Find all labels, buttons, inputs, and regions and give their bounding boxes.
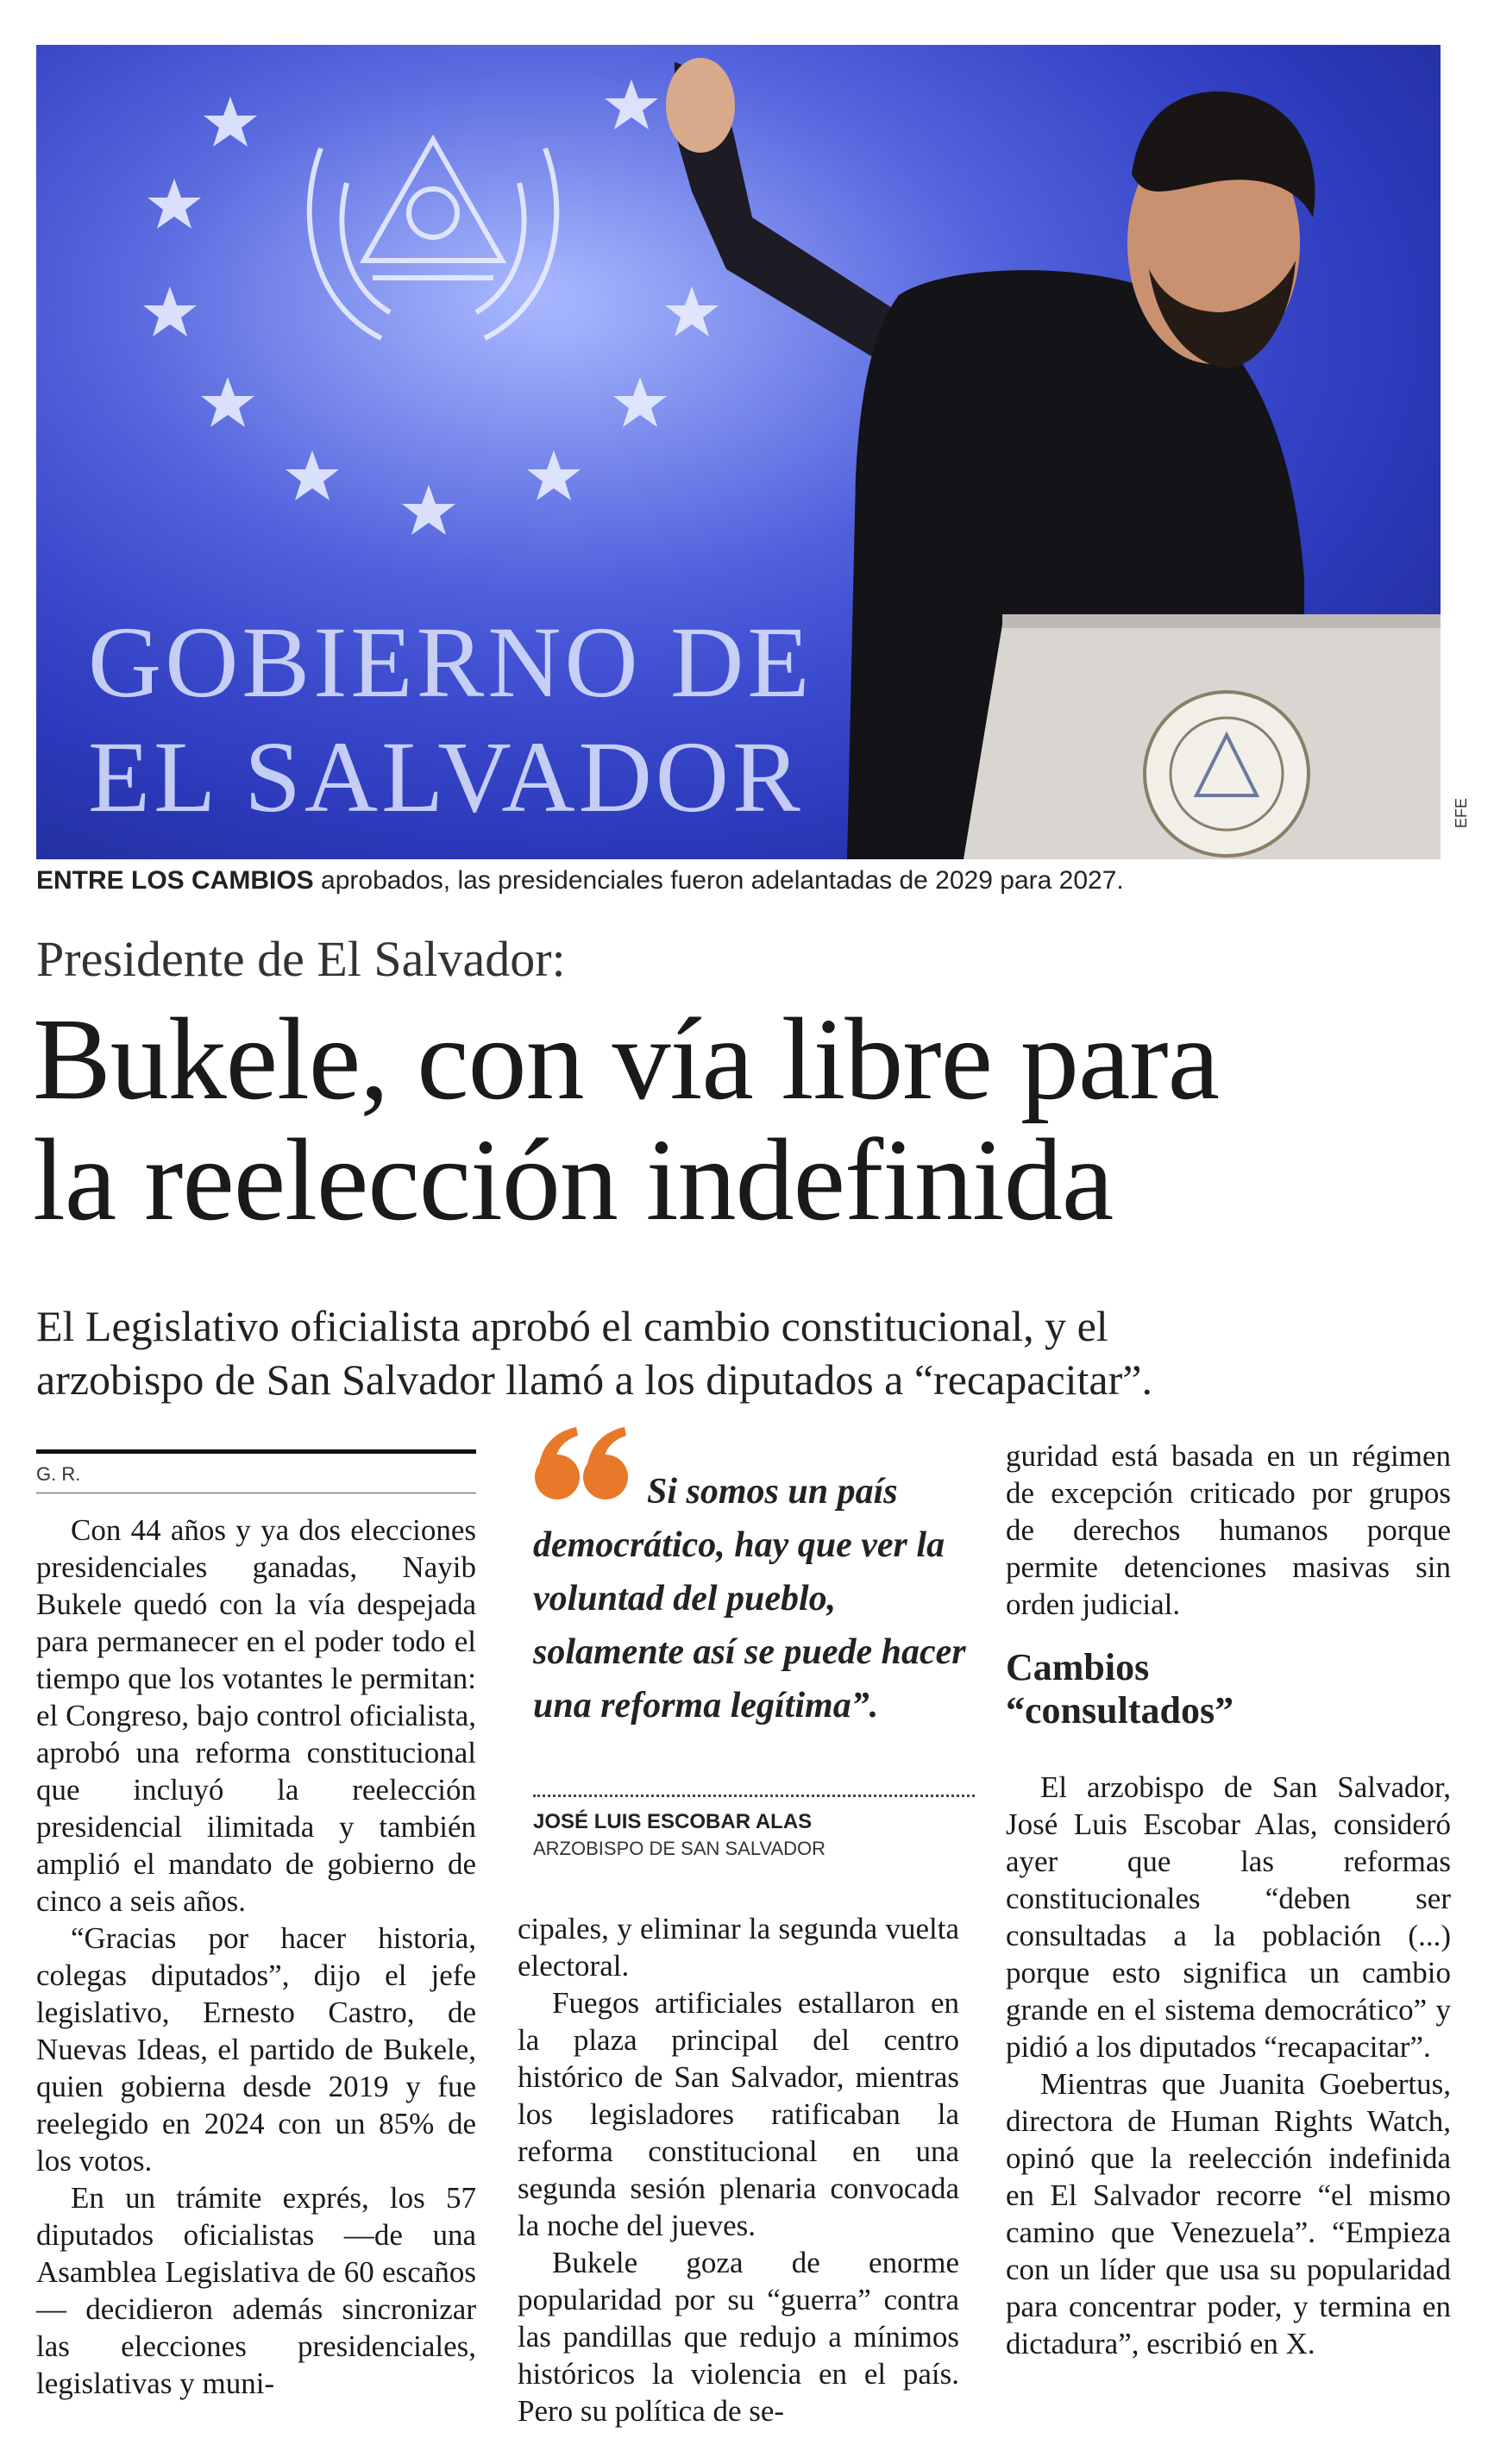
headline-line-2: la reelección indefinida (33, 1116, 1114, 1245)
sign-line-1: GOBIERNO DE (88, 606, 813, 719)
pull-quote-text: Si somos un país democrático, hay que ver la voluntad del pueblo, solamente así se puede hacer una reforma legítima”. (533, 1472, 966, 1725)
dek (36, 1299, 1451, 1406)
byline: G. R. (36, 1463, 81, 1485)
headline (33, 995, 1447, 1245)
paragraph: cipales, y eliminar la segunda vuelta electoral. (518, 1912, 959, 1983)
subheading (1006, 1646, 1454, 1732)
subheading-line-2: “consultados” (1006, 1689, 1234, 1732)
paragraph: Fuegos artificiales estallaron en la plaza principal del centro histórico de San Salvador, mientras los legisladores ratificaban la reforma constitucional en una segunda sesión plenaria convocada la noche del jueves. (518, 1986, 959, 2242)
pull-quote-divider (533, 1795, 975, 1797)
article-column-3 (1006, 1769, 1451, 2362)
article-column-2 (518, 1910, 959, 2429)
sign-line-2: EL SALVADOR (88, 720, 804, 833)
paragraph: Bukele goza de enorme popularidad por su “guerra” contra las pandillas que redujo a mínimos históricos la violencia en el país. Pero su política de se- (518, 2246, 959, 2428)
paragraph: El arzobispo de San Salvador, José Luis Escobar Alas, consideró ayer que las reformas constitucionales “deben ser consultadas a la población (...) porque esto significa un cambio grande en el sistema democrático” y pidió a los diputados “recapacitar”. (1006, 1770, 1451, 2064)
byline-rule (36, 1449, 476, 1454)
article-photo (36, 45, 1441, 859)
pull-quote-name: JOSÉ LUIS ESCOBAR ALAS (533, 1810, 813, 1833)
dek-line-2: arzobispo de San Salvador llamó a los diputados a “recapacitar”. (36, 1355, 1152, 1404)
paragraph: guridad está basada en un régimen de excepción criticado por grupos de derechos humanos porque permite detenciones masivas sin orden judicial. (1006, 1439, 1451, 1621)
photo-illustration (36, 45, 1441, 859)
photo-credit: EFE (1453, 797, 1470, 828)
subheading-line-1: Cambios (1006, 1646, 1150, 1688)
photo-caption (36, 866, 1451, 896)
pull-quote-role: ARZOBISPO DE SAN SALVADOR (533, 1838, 826, 1859)
podium (964, 614, 1441, 859)
dek-line-1: El Legislativo oficialista aprobó el cambio constitucional, y el (36, 1302, 1108, 1350)
paragraph: Con 44 años y ya dos elecciones presidenciales ganadas, Nayib Bukele quedó con la vía despejada para permanecer en el poder todo el tiempo que los votantes le permitan: el Congreso, bajo control oficialista, aprobó una reforma constitucional que incluyó la reelección presidencial ilimitada y también amplió el mandato de gobierno de cinco a seis años. (36, 1513, 476, 1918)
caption-text: aprobados, las presidenciales fueron adelantadas de 2029 para 2027. (313, 866, 1124, 895)
paragraph: Mientras que Juanita Goebertus, directora de Human Rights Watch, opinó que la reelección indefinida en El Salvador recorre “el mismo camino que Venezuela”. “Empieza con un líder que usa su popularidad para concentrar poder, y termina en dictadura”, escribió en X. (1006, 2067, 1451, 2360)
caption-lead: ENTRE LOS CAMBIOS (36, 866, 314, 895)
paragraph: “Gracias por hacer historia, colegas diputados”, dijo el jefe legislativo, Ernesto Castro, de Nuevas Ideas, el partido de Bukele, quien gobierna desde 2019 y fue reelegido en 2024 con un 85% de los votos. (36, 1921, 476, 2178)
headline-line-1: Bukele, con vía libre para (33, 995, 1219, 1124)
paragraph: En un trámite exprés, los 57 diputados oficialistas —de una Asamblea Legislativa de 60 escaños— decidieron además sincronizar las elecciones presidenciales, legislativas y muni- (36, 2181, 476, 2400)
kicker: Presidente de El Salvador: (36, 931, 566, 987)
article-column-3-top (1006, 1437, 1451, 1623)
article-column-1 (36, 1512, 476, 2402)
